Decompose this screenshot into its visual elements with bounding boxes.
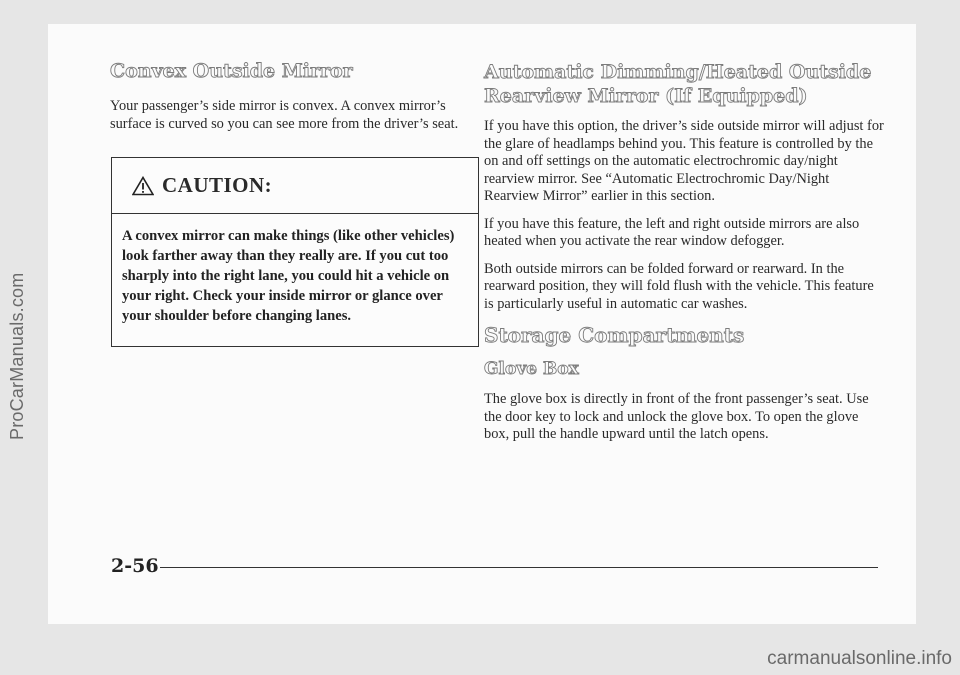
convex-mirror-heading: Convex Outside Mirror: [110, 60, 353, 82]
warning-triangle-icon: [132, 176, 154, 196]
auto-dimming-paragraph: If you have this option, the driver’s side outside mirror will adjust for the glare of headlamps behind you. This feature is controlled by the on and off settings on the automatic electrochromic day/night rearview mirror. See “Automatic Electrochromic Day/Night Rearview Mirror” earlier in this section.: [484, 118, 884, 204]
caution-text: A convex mirror can make things (like other vehicles) look farther away than they really are. If you cut too sharply into the right lane, you could hit a vehicle on your right. Check your inside mirror or glance over your shoulder before changing lanes.: [122, 228, 455, 324]
glove-box-heading: Glove Box: [484, 359, 579, 379]
right-column: [484, 60, 884, 454]
auto-dimming-heading-line-2: Rearview Mirror (If Equipped): [484, 85, 808, 107]
side-watermark-text: ProCarManuals.com: [7, 272, 27, 440]
auto-dimming-heading-line-1: Automatic Dimming/Heated Outside: [484, 61, 872, 83]
side-watermark: [0, 0, 34, 675]
convex-mirror-paragraph: Your passenger’s side mirror is convex. A convex mirror’s surface is curved so you can see more from the driver’s seat.: [110, 98, 459, 132]
caution-label: CAUTION:: [162, 173, 273, 197]
bottom-watermark: carmanualsonline.info: [767, 648, 952, 669]
page-number: 2-56: [111, 555, 159, 577]
heated-mirror-paragraph: If you have this feature, the left and right outside mirrors are also heated when you activate the rear window defogger.: [484, 215, 860, 249]
glove-box-paragraph: The glove box is directly in front of the front passenger’s seat. Use the door key to lock and unlock the glove box. To open the glove box, pull the handle upward until the latch opens.: [484, 391, 869, 442]
caution-box: [111, 157, 479, 347]
footer-rule: [160, 567, 878, 568]
left-column: [110, 60, 490, 143]
folding-mirror-paragraph: Both outside mirrors can be folded forward or rearward. In the rearward position, they will fold flush with the vehicle. This feature is particularly useful in automatic car washes.: [484, 260, 874, 312]
caution-header: [112, 158, 478, 214]
storage-compartments-heading: Storage Compartments: [484, 323, 745, 347]
